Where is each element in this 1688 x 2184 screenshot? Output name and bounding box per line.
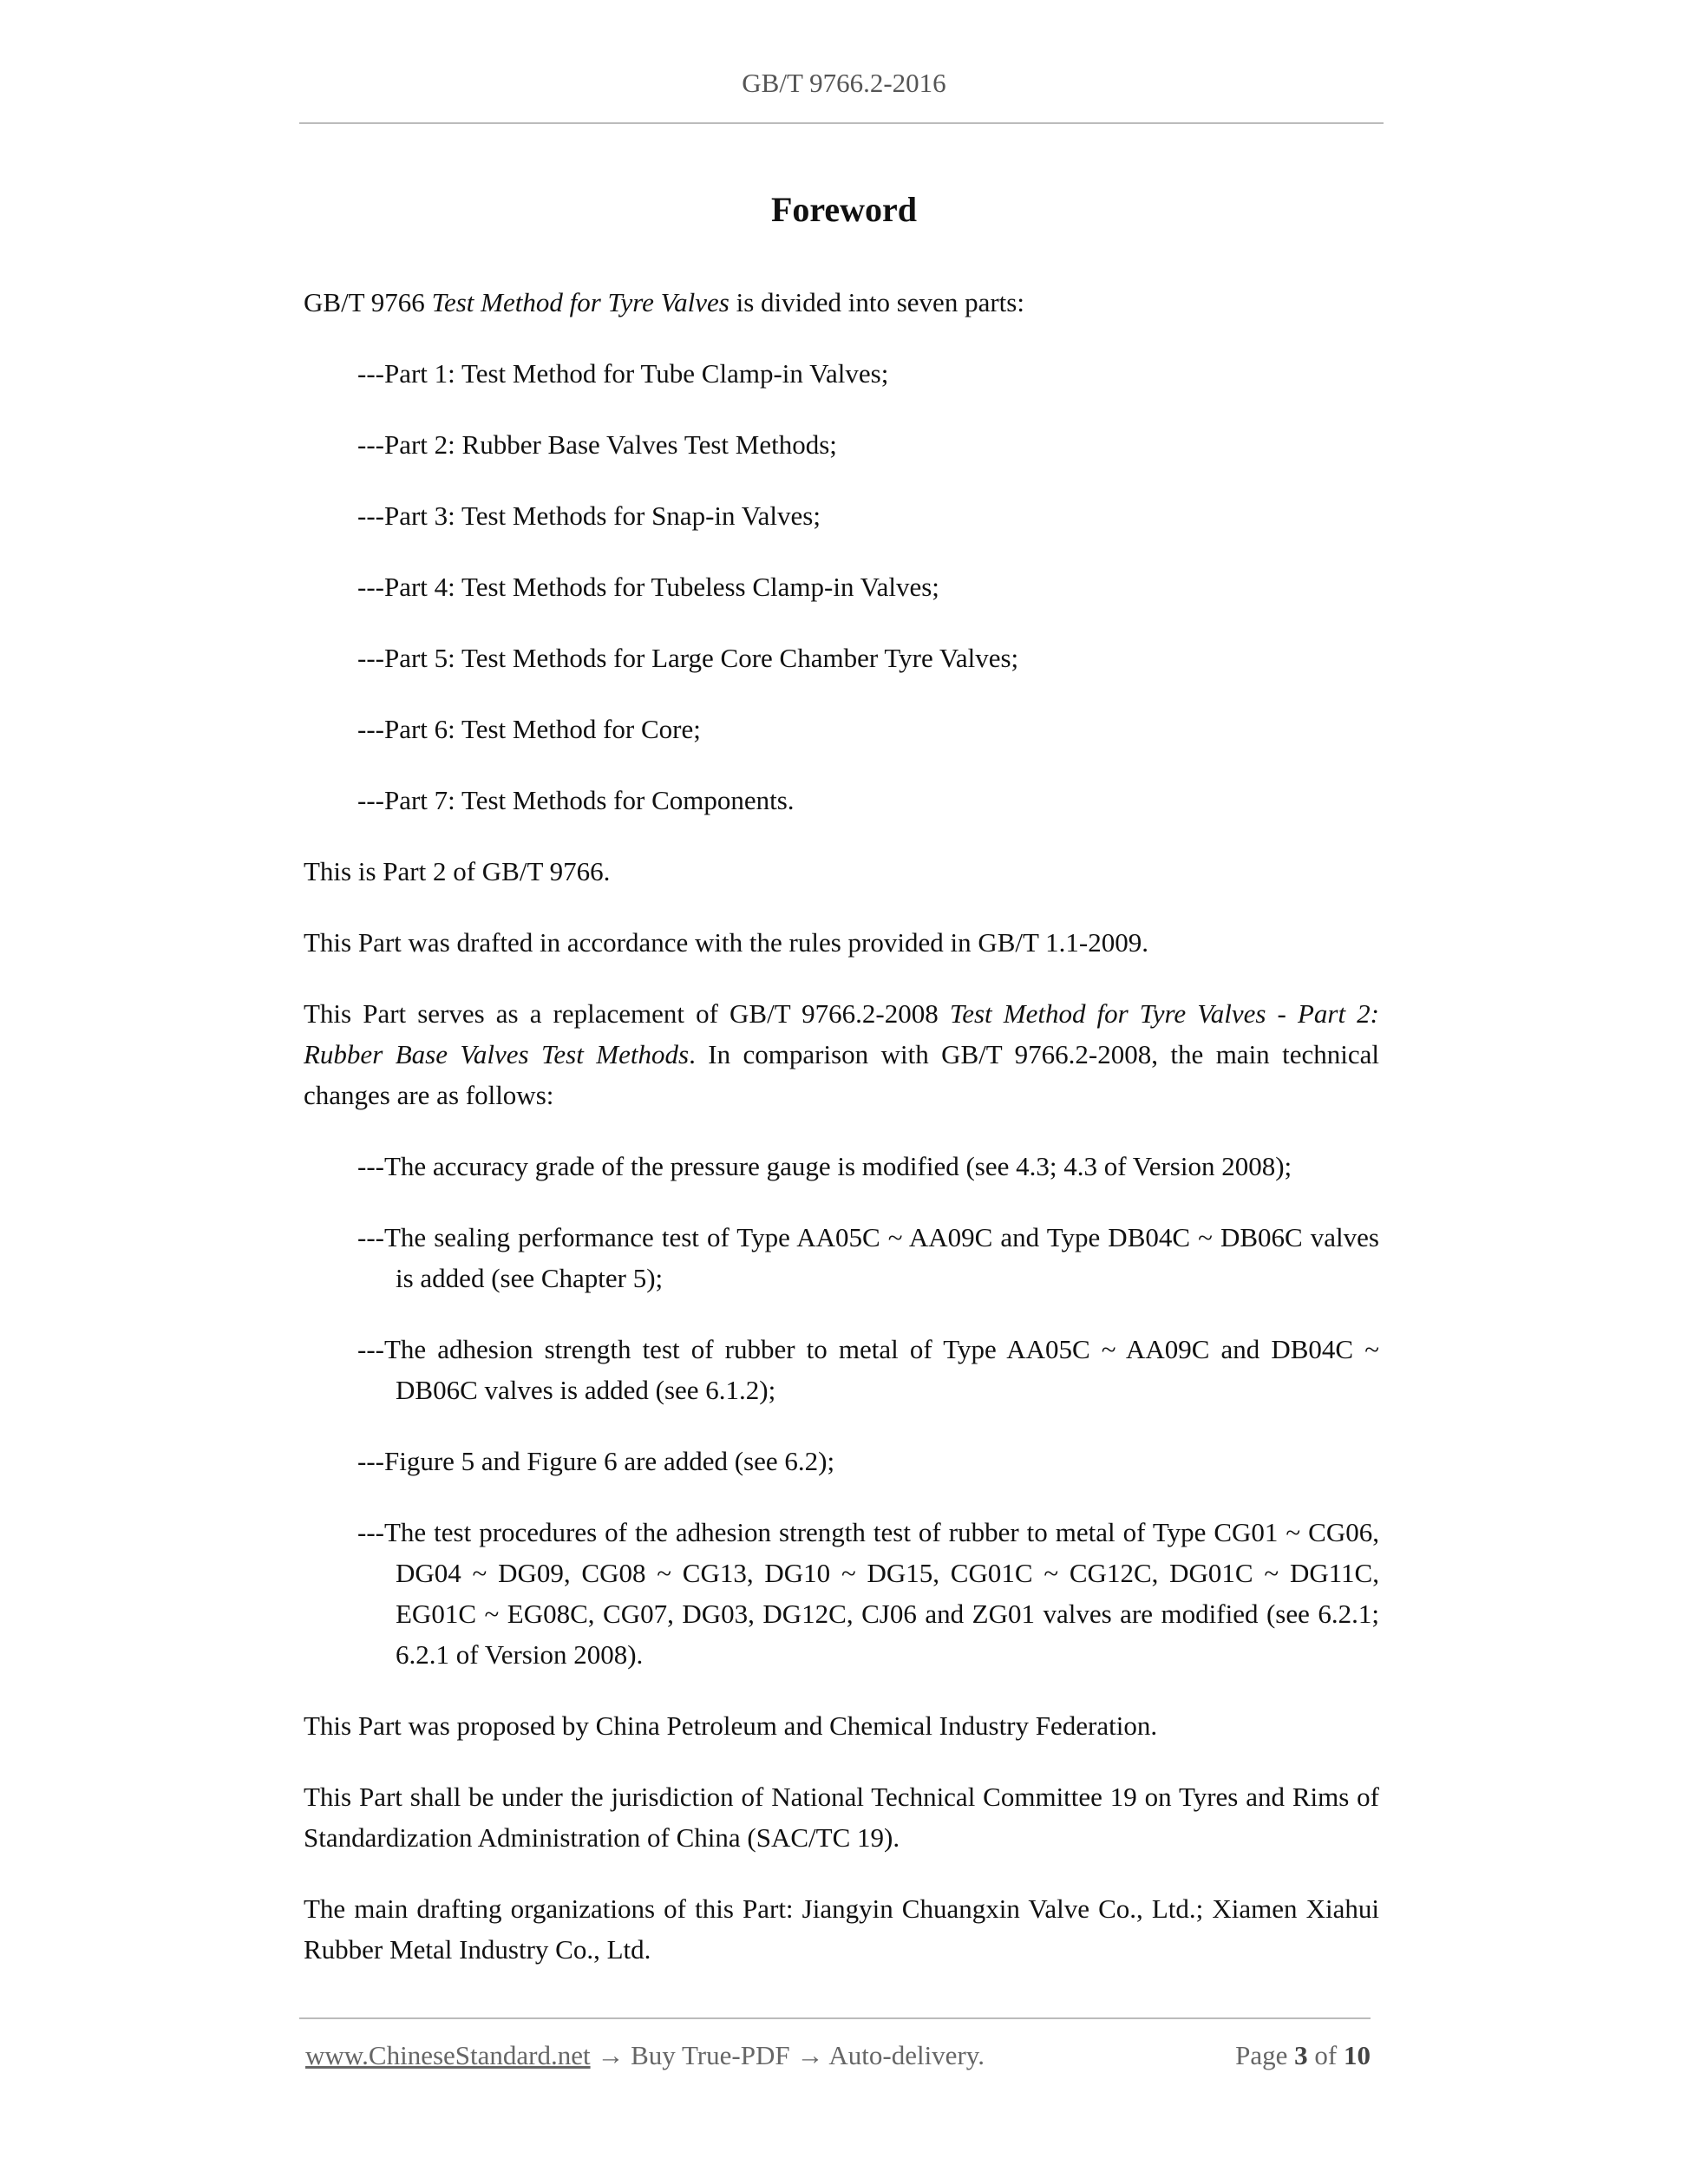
- intro-paragraph: [304, 282, 1379, 323]
- page-label: Page: [1235, 2040, 1295, 2070]
- replacement-title-italic: Test Method for Tyre Valves - Part 2: Rubber Base Valves Test Methods: [304, 998, 1379, 1069]
- intro-prefix: GB/T 9766: [304, 287, 432, 317]
- running-header: GB/T 9766.2-2016: [742, 68, 946, 98]
- page-of: of: [1307, 2040, 1344, 2070]
- page-title: Foreword: [770, 190, 918, 229]
- list-item-part-3: ---Part 3: Test Methods for Snap-in Valves;: [357, 500, 821, 531]
- paragraph-drafted: This Part was drafted in accordance with the rules provided in GB/T 1.1-2009.: [304, 927, 1148, 958]
- footer-promo-text: → Buy True-PDF → Auto-delivery.: [590, 2040, 985, 2070]
- document-body: [304, 282, 1379, 2000]
- replacement-suffix: . In comparison with GB/T 9766.2-2008, the main technical changes are as follows:: [304, 1039, 1379, 1110]
- page-current: 3: [1294, 2040, 1308, 2070]
- list-item-part-4: ---Part 4: Test Methods for Tubeless Clamp-in Valves;: [357, 572, 939, 602]
- page-total: 10: [1344, 2040, 1371, 2070]
- intro-suffix: is divided into seven parts:: [729, 287, 1024, 317]
- list-item-change-2: ---The sealing performance test of Type AA05C ~ AA09C and Type DB04C ~ DB06C valves is added (see Chapter 5);: [357, 1222, 1379, 1293]
- paragraph-jurisdiction: This Part shall be under the jurisdiction of National Technical Committee 19 on Tyres and Rims of Standardization Administration of China (SAC/TC 19).: [304, 1782, 1379, 1853]
- intro-title-italic: Test Method for Tyre Valves: [431, 287, 730, 317]
- site-link[interactable]: www.ChineseStandard.net: [305, 2040, 591, 2070]
- list-item-change-5: ---The test procedures of the adhesion strength test of rubber to metal of Type CG01 ~ CG06, DG04 ~ DG09, CG08 ~ CG13, DG10 ~ DG15, CG01C ~ CG12C, DG01C ~ DG11C, EG01C ~ EG08C, CG07, DG03, DG12C, CJ06 and ZG01 valves are modified (see 6.2.1; 6.2.1 of Version 2008).: [357, 1517, 1379, 1670]
- list-item-change-3: ---The adhesion strength test of rubber to metal of Type AA05C ~ AA09C and DB04C ~ DB06C valves is added (see 6.1.2);: [357, 1334, 1379, 1405]
- footer-promo: [305, 2040, 985, 2071]
- paragraph-replacement: [304, 993, 1379, 1115]
- list-item-change-1: ---The accuracy grade of the pressure gauge is modified (see 4.3; 4.3 of Version 2008);: [357, 1151, 1292, 1181]
- footer-divider: [299, 2017, 1371, 2019]
- header-divider: [299, 122, 1384, 124]
- list-item-part-7: ---Part 7: Test Methods for Components.: [357, 785, 795, 815]
- page-number: [1235, 2040, 1371, 2071]
- list-item-part-2: ---Part 2: Rubber Base Valves Test Methods;: [357, 429, 837, 460]
- list-item-part-1: ---Part 1: Test Method for Tube Clamp-in Valves;: [357, 358, 889, 389]
- list-item-change-4: ---Figure 5 and Figure 6 are added (see 6.2);: [357, 1446, 835, 1476]
- replacement-prefix: This Part serves as a replacement of GB/T 9766.2-2008: [304, 998, 950, 1029]
- paragraph-proposed: This Part was proposed by China Petroleum and Chemical Industry Federation.: [304, 1710, 1158, 1741]
- paragraph-part-number: This is Part 2 of GB/T 9766.: [304, 856, 611, 886]
- list-item-part-5: ---Part 5: Test Methods for Large Core Chamber Tyre Valves;: [357, 643, 1019, 673]
- paragraph-organizations: The main drafting organizations of this Part: Jiangyin Chuangxin Valve Co., Ltd.; Xiamen Xiahui Rubber Metal Industry Co., Ltd.: [304, 1893, 1379, 1965]
- list-item-part-6: ---Part 6: Test Method for Core;: [357, 714, 701, 744]
